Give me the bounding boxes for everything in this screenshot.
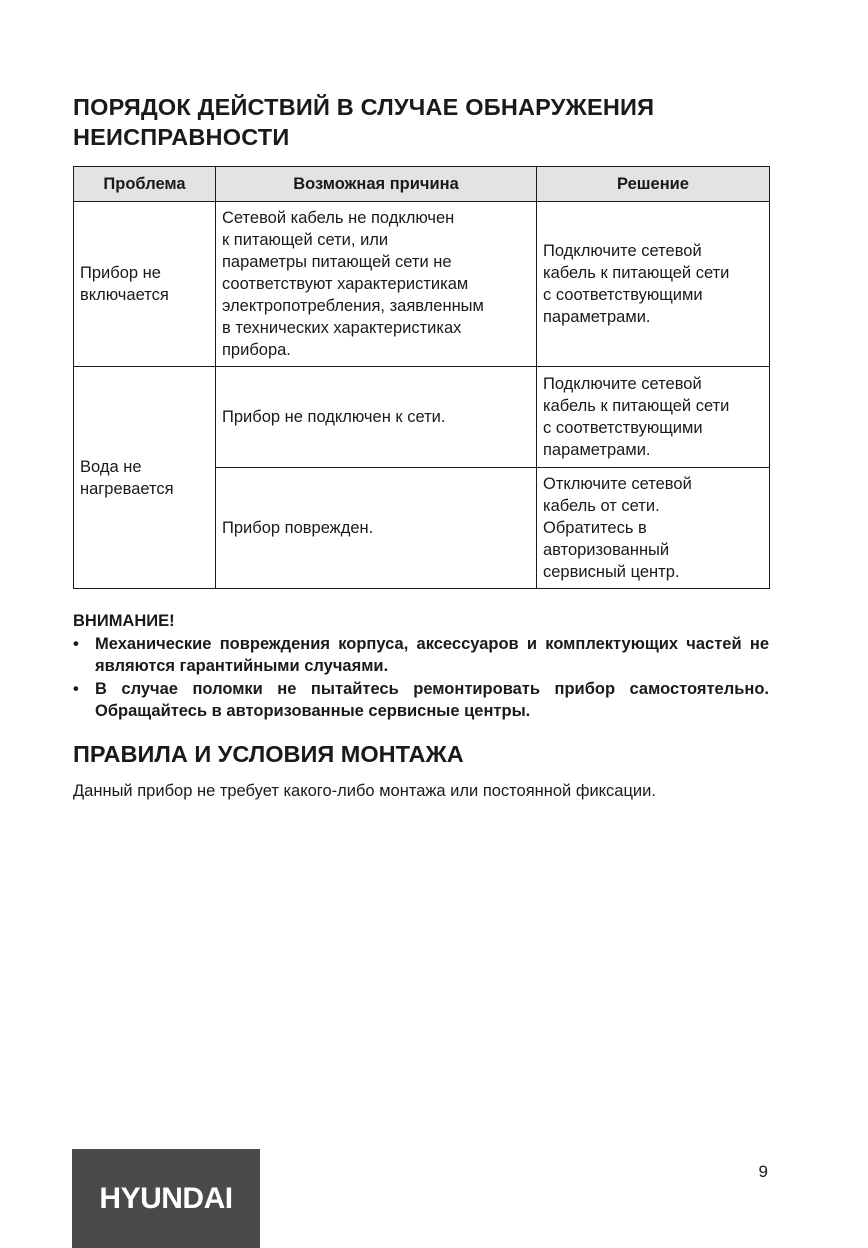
table-row xyxy=(74,202,770,367)
solution-cell: Подключите сетевой кабель к питающей сети с соответствующими параметрами. xyxy=(537,367,770,468)
warning-item xyxy=(73,678,769,723)
warning-block xyxy=(73,610,769,723)
table-header-row xyxy=(74,167,770,202)
section-title-installation: ПРАВИЛА И УСЛОВИЯ МОНТАЖА xyxy=(73,741,464,767)
page-number: 9 xyxy=(758,1162,768,1181)
solution-cell: Отключите сетевой кабель от сети. Обратитесь в авторизованный сервисный центр. xyxy=(537,468,770,589)
warning-list xyxy=(73,633,769,723)
problem-cell: Прибор не включается xyxy=(74,202,216,367)
warning-item xyxy=(73,633,769,678)
solution-cell: Подключите сетевой кабель к питающей сети с соответствующими параметрами. xyxy=(537,202,770,367)
warning-item-text: Механические повреждения корпуса, аксессуаров и комплектующих частей не являются гарантийными случаями. xyxy=(95,634,769,675)
section-title-troubleshooting: ПОРЯДОК ДЕЙСТВИЙ В СЛУЧАЕ ОБНАРУЖЕНИЯ НЕИСПРАВНОСТИ xyxy=(73,94,655,150)
table-row xyxy=(74,367,770,468)
cause-cell: Прибор поврежден. xyxy=(216,468,537,589)
cause-cell: Прибор не подключен к сети. xyxy=(216,367,537,468)
column-header-cause: Возможная причина xyxy=(216,167,537,202)
bullet-icon: • xyxy=(73,679,79,698)
problem-cell: Вода не нагревается xyxy=(74,367,216,589)
column-header-solution: Решение xyxy=(537,167,770,202)
brand-logo xyxy=(72,1149,260,1248)
warning-title: ВНИМАНИЕ! xyxy=(73,612,175,630)
brand-logo-text: HYUNDAI xyxy=(99,1181,233,1215)
cause-cell: Сетевой кабель не подключен к питающей сети, или параметры питающей сети не соответствуют характеристикам электропотребления, заявленным в технических характеристиках прибора. xyxy=(216,202,537,367)
bullet-icon: • xyxy=(73,634,79,653)
installation-paragraph: Данный прибор не требует какого-либо монтажа или постоянной фиксации. xyxy=(73,782,656,800)
troubleshooting-table xyxy=(73,166,770,589)
warning-item-text: В случае поломки не пытайтесь ремонтировать прибор самостоятельно. Обращайтесь в авторизованные сервисные центры. xyxy=(95,679,769,720)
column-header-problem: Проблема xyxy=(74,167,216,202)
